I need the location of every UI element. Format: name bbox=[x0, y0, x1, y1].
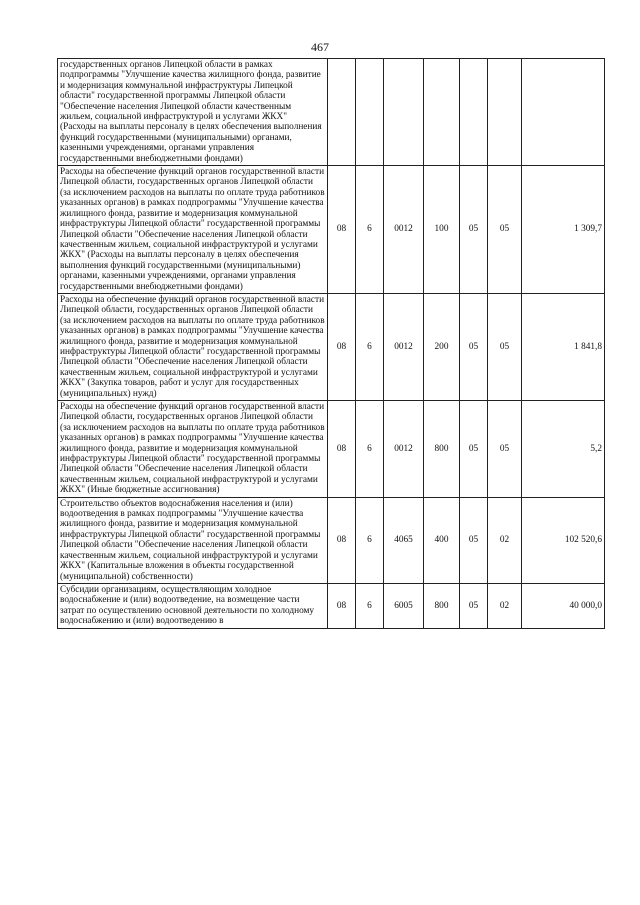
table-row bbox=[58, 166, 605, 294]
table-row bbox=[58, 59, 605, 166]
subsection-code: 05 bbox=[488, 293, 522, 400]
row-description: Расходы на обеспечение функций органов государственной власти Липецкой области, государственных органов Липецкой области (за исключением расходов на выплаты по оплате труда работников указанных органов) в рамках подпрограммы "Улучшение качества жилищного фонда, развитие и модернизация коммунальной инфраструктуры Липецкой области" государственной программы Липецкой области "Обеспечение населения Липецкой области качественным жильем, социальной инфраструктурой и услугами ЖКХ" (Закупка товаров, работ и услуг для государственных (муниципальных) нужд) bbox=[58, 293, 328, 400]
target-article-code: 6005 bbox=[384, 583, 424, 628]
amount-cell: 1 841,8 bbox=[522, 293, 605, 400]
section-code: 05 bbox=[460, 401, 488, 498]
table-row bbox=[58, 293, 605, 400]
section-code: 05 bbox=[460, 497, 488, 583]
ministry-code: 08 bbox=[328, 293, 356, 400]
row-description: Расходы на обеспечение функций органов государственной власти Липецкой области, государственных органов Липецкой области (за исключением расходов на выплаты по оплате труда работников указанных органов) в рамках подпрограммы "Улучшение качества жилищного фонда, развитие и модернизация коммунальной инфраструктуры Липецкой области" государственной программы Липецкой области "Обеспечение населения Липецкой области качественным жильем, социальной инфраструктурой и услугами ЖКХ" (Расходы на выплаты персоналу в целях обеспечения выполнения функций государственными (муниципальными) органами, казенными учреждениями, органами управления государственными внебюджетными фондами) bbox=[58, 166, 328, 294]
expense-type-code bbox=[424, 59, 460, 166]
row-description: Строительство объектов водоснабжения населения и (или) водоотведения в рамках подпрограммы "Улучшение качества жилищного фонда, развитие и модернизация коммунальной инфраструктуры Липецкой области" государственной программы Липецкой области "Обеспечение населения Липецкой области качественным жильем, социальной инфраструктурой и услугами ЖКХ" (Капитальные вложения в объекты государственной (муниципальной) собственности) bbox=[58, 497, 328, 583]
table-row bbox=[58, 401, 605, 498]
amount-cell: 102 520,6 bbox=[522, 497, 605, 583]
subsection-code bbox=[488, 59, 522, 166]
target-article-code bbox=[384, 59, 424, 166]
ministry-code bbox=[328, 59, 356, 166]
row-description: Субсидии организациям, осуществляющим холодное водоснабжение и (или) водоотведение, на возмещение части затрат по осуществлению основной деятельности по холодному водоснабжению и (или) водоотведению в bbox=[58, 583, 328, 628]
section-code bbox=[460, 59, 488, 166]
section-code: 05 bbox=[460, 166, 488, 294]
expense-type-code: 200 bbox=[424, 293, 460, 400]
amount-cell bbox=[522, 59, 605, 166]
amount-cell: 5,2 bbox=[522, 401, 605, 498]
amount-cell: 40 000,0 bbox=[522, 583, 605, 628]
expense-type-code: 100 bbox=[424, 166, 460, 294]
amount-cell: 1 309,7 bbox=[522, 166, 605, 294]
section-code: 05 bbox=[460, 293, 488, 400]
target-article-code: 0012 bbox=[384, 401, 424, 498]
ministry-code: 08 bbox=[328, 401, 356, 498]
row-description: Расходы на обеспечение функций органов государственной власти Липецкой области, государственных органов Липецкой области (за исключением расходов на выплаты по оплате труда работников указанных органов) в рамках подпрограммы "Улучшение качества жилищного фонда, развитие и модернизация коммунальной инфраструктуры Липецкой области" государственной программы Липецкой области "Обеспечение населения Липецкой области качественным жильем, социальной инфраструктурой и услугами ЖКХ" (Иные бюджетные ассигнования) bbox=[58, 401, 328, 498]
section-code: 05 bbox=[460, 583, 488, 628]
subsection-code: 05 bbox=[488, 401, 522, 498]
subsection-code: 02 bbox=[488, 583, 522, 628]
budget-table bbox=[57, 58, 605, 629]
expense-type-code: 400 bbox=[424, 497, 460, 583]
program-code: 6 bbox=[356, 166, 384, 294]
program-code: 6 bbox=[356, 293, 384, 400]
expense-type-code: 800 bbox=[424, 401, 460, 498]
program-code bbox=[356, 59, 384, 166]
target-article-code: 0012 bbox=[384, 166, 424, 294]
ministry-code: 08 bbox=[328, 166, 356, 294]
expense-type-code: 800 bbox=[424, 583, 460, 628]
subsection-code: 05 bbox=[488, 166, 522, 294]
row-description: государственных органов Липецкой области в рамках подпрограммы "Улучшение качества жилищного фонда, развитие и модернизация коммунальной инфраструктуры Липецкой области" государственной программы Липецкой области "Обеспечение населения Липецкой области качественным жильем, социальной инфраструктурой и услугами ЖКХ" (Расходы на выплаты персоналу в целях обеспечения выполнения функций государственными (муниципальными) органами, казенными учреждениями, органами управления государственными внебюджетными фондами) bbox=[58, 59, 328, 166]
page-number: 467 bbox=[311, 40, 329, 54]
subsection-code: 02 bbox=[488, 497, 522, 583]
ministry-code: 08 bbox=[328, 583, 356, 628]
target-article-code: 4065 bbox=[384, 497, 424, 583]
program-code: 6 bbox=[356, 401, 384, 498]
table-row bbox=[58, 583, 605, 628]
table-row bbox=[58, 497, 605, 583]
program-code: 6 bbox=[356, 583, 384, 628]
program-code: 6 bbox=[356, 497, 384, 583]
target-article-code: 0012 bbox=[384, 293, 424, 400]
ministry-code: 08 bbox=[328, 497, 356, 583]
